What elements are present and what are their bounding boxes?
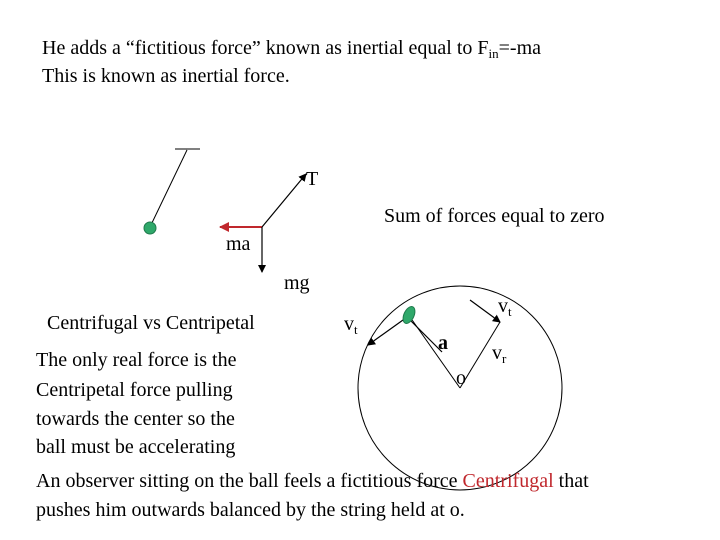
acceleration-label: a (438, 332, 448, 354)
center-label: o (456, 367, 466, 389)
explanation-line-1: The only real force is the (36, 349, 237, 371)
pendulum-string (150, 150, 187, 227)
centrifugal-heading: Centrifugal vs Centripetal (47, 312, 255, 334)
weight-label: mg (284, 272, 310, 294)
velocity-left-label: $v_t$ (344, 313, 358, 337)
explanation-line-3: towards the center so the (36, 408, 235, 430)
title-line-2: This is known as inertial force. (42, 65, 290, 87)
explanation-line-4: ball must be accelerating (36, 436, 236, 458)
title-line-1: He adds a “fictitious force” known as inertial equal to $F_{in}=-ma$ (42, 37, 542, 61)
velocity-right-label: $v_t$ (498, 295, 512, 319)
orbit-ball (401, 305, 418, 326)
tension-arrow (262, 174, 306, 227)
explanation-line-2: Centripetal force pulling (36, 379, 233, 401)
centrifugal-highlight: Centrifugal (462, 470, 554, 492)
inertial-label: ma (226, 233, 251, 255)
pendulum-ball (144, 222, 156, 234)
observer-line-2: pushes him outwards balanced by the string held at o. (36, 499, 465, 521)
radial-velocity-label: $v_r$ (492, 342, 507, 366)
tension-label: T (306, 168, 319, 190)
velocity-right-arrow (470, 300, 500, 322)
observer-line-1: An observer sitting on the ball feels a fictitious force Centrifugal that (36, 470, 589, 492)
sum-of-forces-label: Sum of forces equal to zero (384, 205, 605, 227)
